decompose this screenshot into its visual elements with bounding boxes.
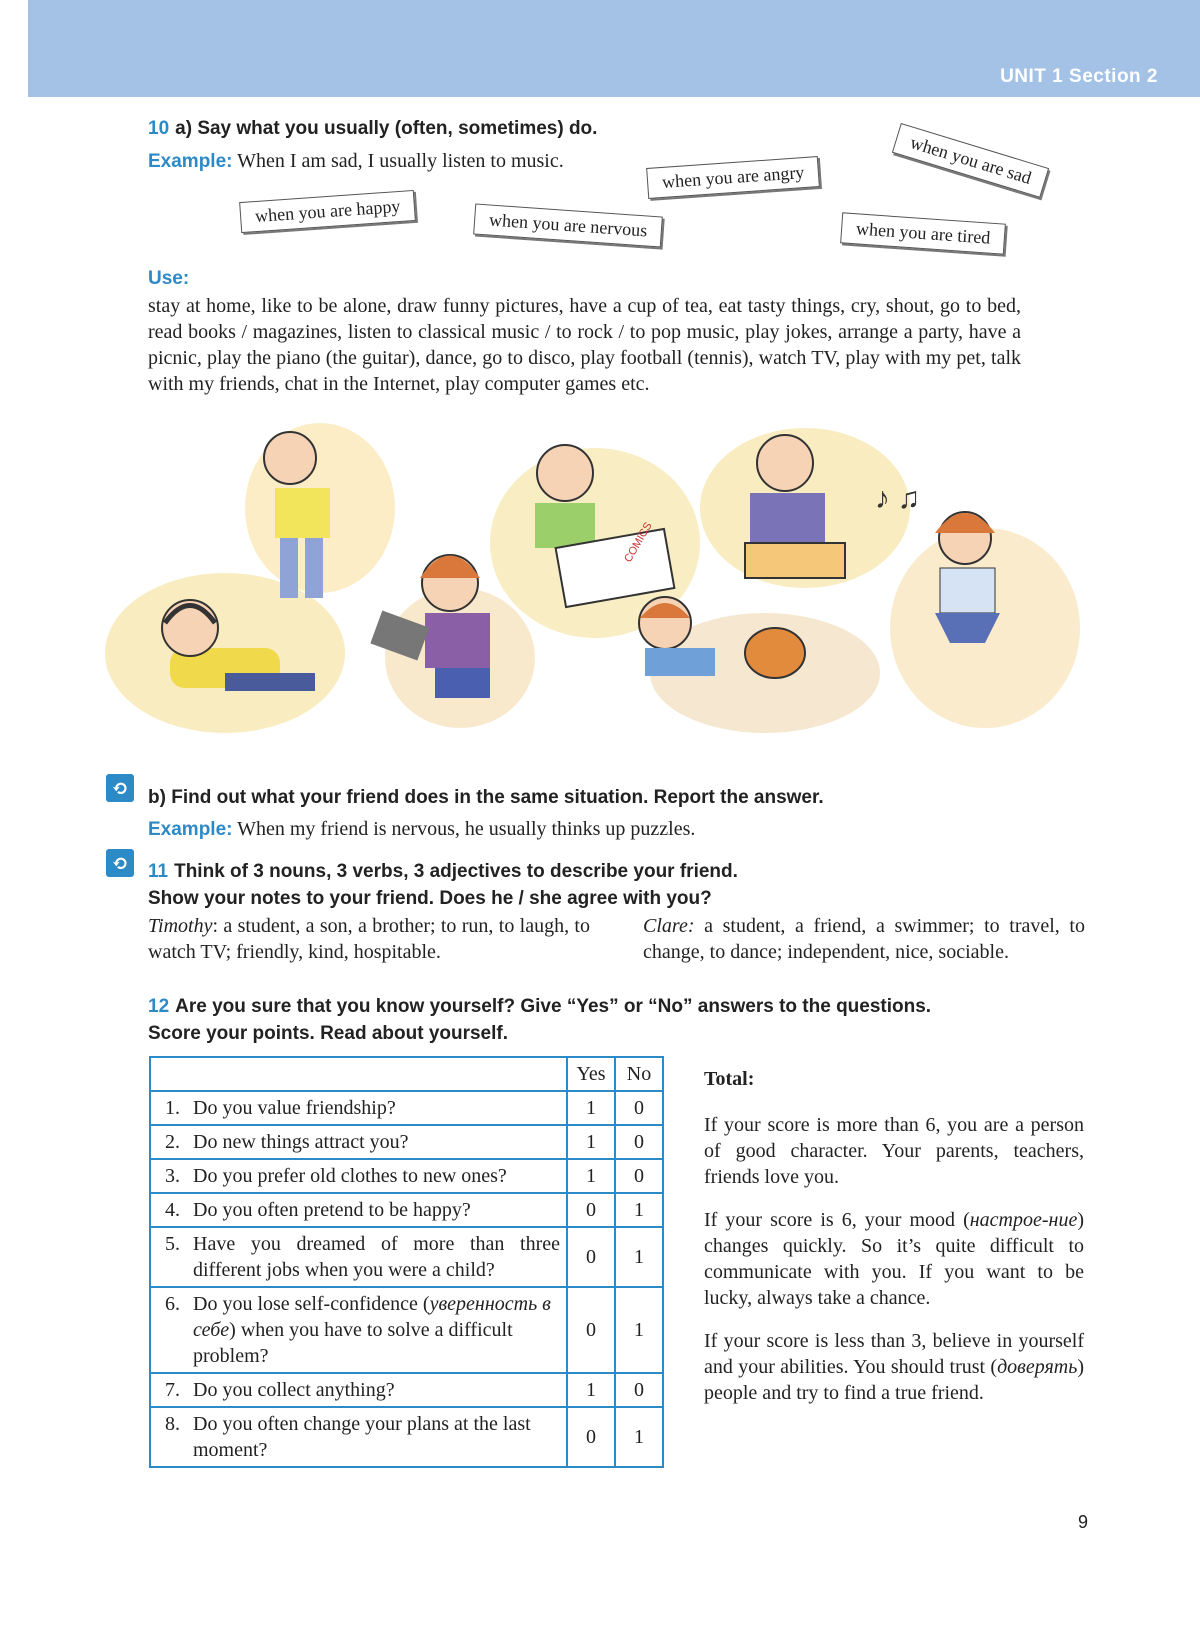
no-points: 1 [615,1193,663,1227]
table-row [150,1159,663,1193]
task10b-title: b) Find out what your friend does in the same situation. Report the answer. [148,787,824,808]
sticker-angry: when you are angry [646,156,820,199]
task11-title-line2: Show your notes to your friend. Does he / she agree with you? [148,888,712,909]
russian-gloss: настрое-ние [969,1209,1078,1231]
yes-points: 0 [567,1287,615,1373]
sticker-happy: when you are happy [239,190,416,233]
comics-book-label: COMICS [622,520,655,565]
question-number: 5. [165,1233,180,1255]
no-points: 0 [615,1125,663,1159]
no-points: 0 [615,1159,663,1193]
clare-name: Clare: [643,915,695,937]
question-text: Do new things attract you? [193,1131,409,1153]
question-number: 8. [165,1413,180,1435]
yes-points: 1 [567,1373,615,1407]
result-text-part: ) changes quickly. So it’s quite difficult to communicate with you. If you want to be lucky, always take a chance. [704,1209,1084,1309]
yes-points: 0 [567,1193,615,1227]
no-points: 0 [615,1091,663,1125]
task11-timothy [148,913,590,965]
pair-work-icon: ⟲ [106,849,134,877]
table-row [150,1125,663,1159]
no-points: 1 [615,1407,663,1467]
question-text: Have you dreamed of more than three different jobs when you were a child? [193,1233,560,1281]
col-yes-header: Yes [567,1057,615,1091]
task10-example [148,148,564,175]
no-points: 1 [615,1227,663,1287]
russian-gloss: доверять [997,1356,1078,1378]
yes-points: 1 [567,1125,615,1159]
question-text-part: ) when you have to solve a difficult problem? [193,1319,513,1367]
use-text: stay at home, like to be alone, draw funny pictures, have a cup of tea, eat tasty things, cry, shout, go to bed, read books / magazines, listen to classical music / to rock / to pop music, play jokes, arrange a party, have a picnic, play the piano (the guitar), dance, go to disco, play football (tennis), watch TV, play with my pet, talk with my friends, chat in the Internet, play computer games etc. [148,295,1021,395]
yes-points: 0 [567,1227,615,1287]
clare-text: a student, a friend, a swimmer; to travel, to change, to dance; independent, nice, sociable. [643,915,1085,963]
table-row [150,1193,663,1227]
question-number: 1. [165,1097,180,1119]
question-text: Do you prefer old clothes to new ones? [193,1165,507,1187]
task10-title-a: a) Say what you usually (often, sometimes) do. [175,118,598,139]
table-row [150,1091,663,1125]
task11-clare [643,913,1085,965]
task12-number: 12 [148,996,170,1017]
result-equal-6 [704,1207,1084,1311]
question-text: Do you often pretend to be happy? [193,1199,471,1221]
result-text-part: ) people and try to find a true friend. [704,1356,1084,1404]
sticker-sad: when you are sad [892,123,1050,198]
self-quiz-table [149,1056,664,1468]
task10b-example [148,816,695,843]
task11-heading [148,858,738,912]
question-number: 7. [165,1379,180,1401]
question-text: Do you often change your plans at the last moment? [193,1413,531,1461]
col-no-header: No [615,1057,663,1091]
question-number: 2. [165,1131,180,1153]
yes-points: 1 [567,1091,615,1125]
task11-title-line1: Think of 3 nouns, 3 verbs, 3 adjectives to describe your friend. [174,861,738,882]
timothy-name: Timothy [148,915,213,937]
no-points: 0 [615,1373,663,1407]
use-label: Use: [148,268,190,289]
table-row [150,1287,663,1373]
sticker-nervous: when you are nervous [473,203,663,247]
no-points: 1 [615,1287,663,1373]
table-row [150,1373,663,1407]
task10-number: 10 [148,118,170,139]
task12-title-line1: Are you sure that you know yourself? Give “Yes” or “No” answers to the questions. [175,996,932,1017]
question-text-part: Do you lose self-confidence ( [193,1293,430,1315]
table-header-row [150,1057,663,1091]
yes-points: 1 [567,1159,615,1193]
question-number: 4. [165,1199,180,1221]
unit-section-label: UNIT 1 Section 2 [1000,66,1158,87]
svg-text:♪ ♫: ♪ ♫ [875,482,920,515]
result-more-than-6: If your score is more than 6, you are a person of good character. Your parents, teachers, friends love you. [704,1114,1084,1188]
question-text [193,1291,560,1369]
result-text-part: If your score is less than 3, believe in yourself and your abilities. You should trust ( [704,1330,1084,1378]
task12-heading [148,993,931,1047]
question-number: 3. [165,1165,180,1187]
timothy-text: : a student, a son, a brother; to run, to laugh, to watch TV; friendly, kind, hospitable. [148,915,590,963]
children-activities-illustration [105,418,1095,736]
task11-number: 11 [148,861,169,882]
example-b-text: When my friend is nervous, he usually thinks up puzzles. [237,818,696,840]
total-results [704,1066,1084,1423]
total-label: Total: [704,1068,755,1090]
sticker-tired: when you are tired [840,212,1006,254]
russian-gloss: уверенность в себе [193,1293,551,1341]
question-text: Do you collect anything? [193,1379,395,1401]
page-number: 9 [1077,1512,1088,1532]
task10-heading [148,115,597,142]
example-label: Example: [148,151,233,172]
yes-points: 0 [567,1407,615,1467]
table-row [150,1407,663,1467]
example-text: When I am sad, I usually listen to music. [237,150,564,172]
question-number: 6. [165,1293,180,1315]
task12-title-line2: Score your points. Read about yourself. [148,1023,509,1044]
question-text: Do you value friendship? [193,1097,396,1119]
pair-work-icon: ⟲ [106,774,134,802]
result-text-part: If your score is 6, your mood ( [704,1209,970,1231]
example-b-label: Example: [148,819,233,840]
result-less-than-3 [704,1328,1084,1406]
table-row [150,1227,663,1287]
